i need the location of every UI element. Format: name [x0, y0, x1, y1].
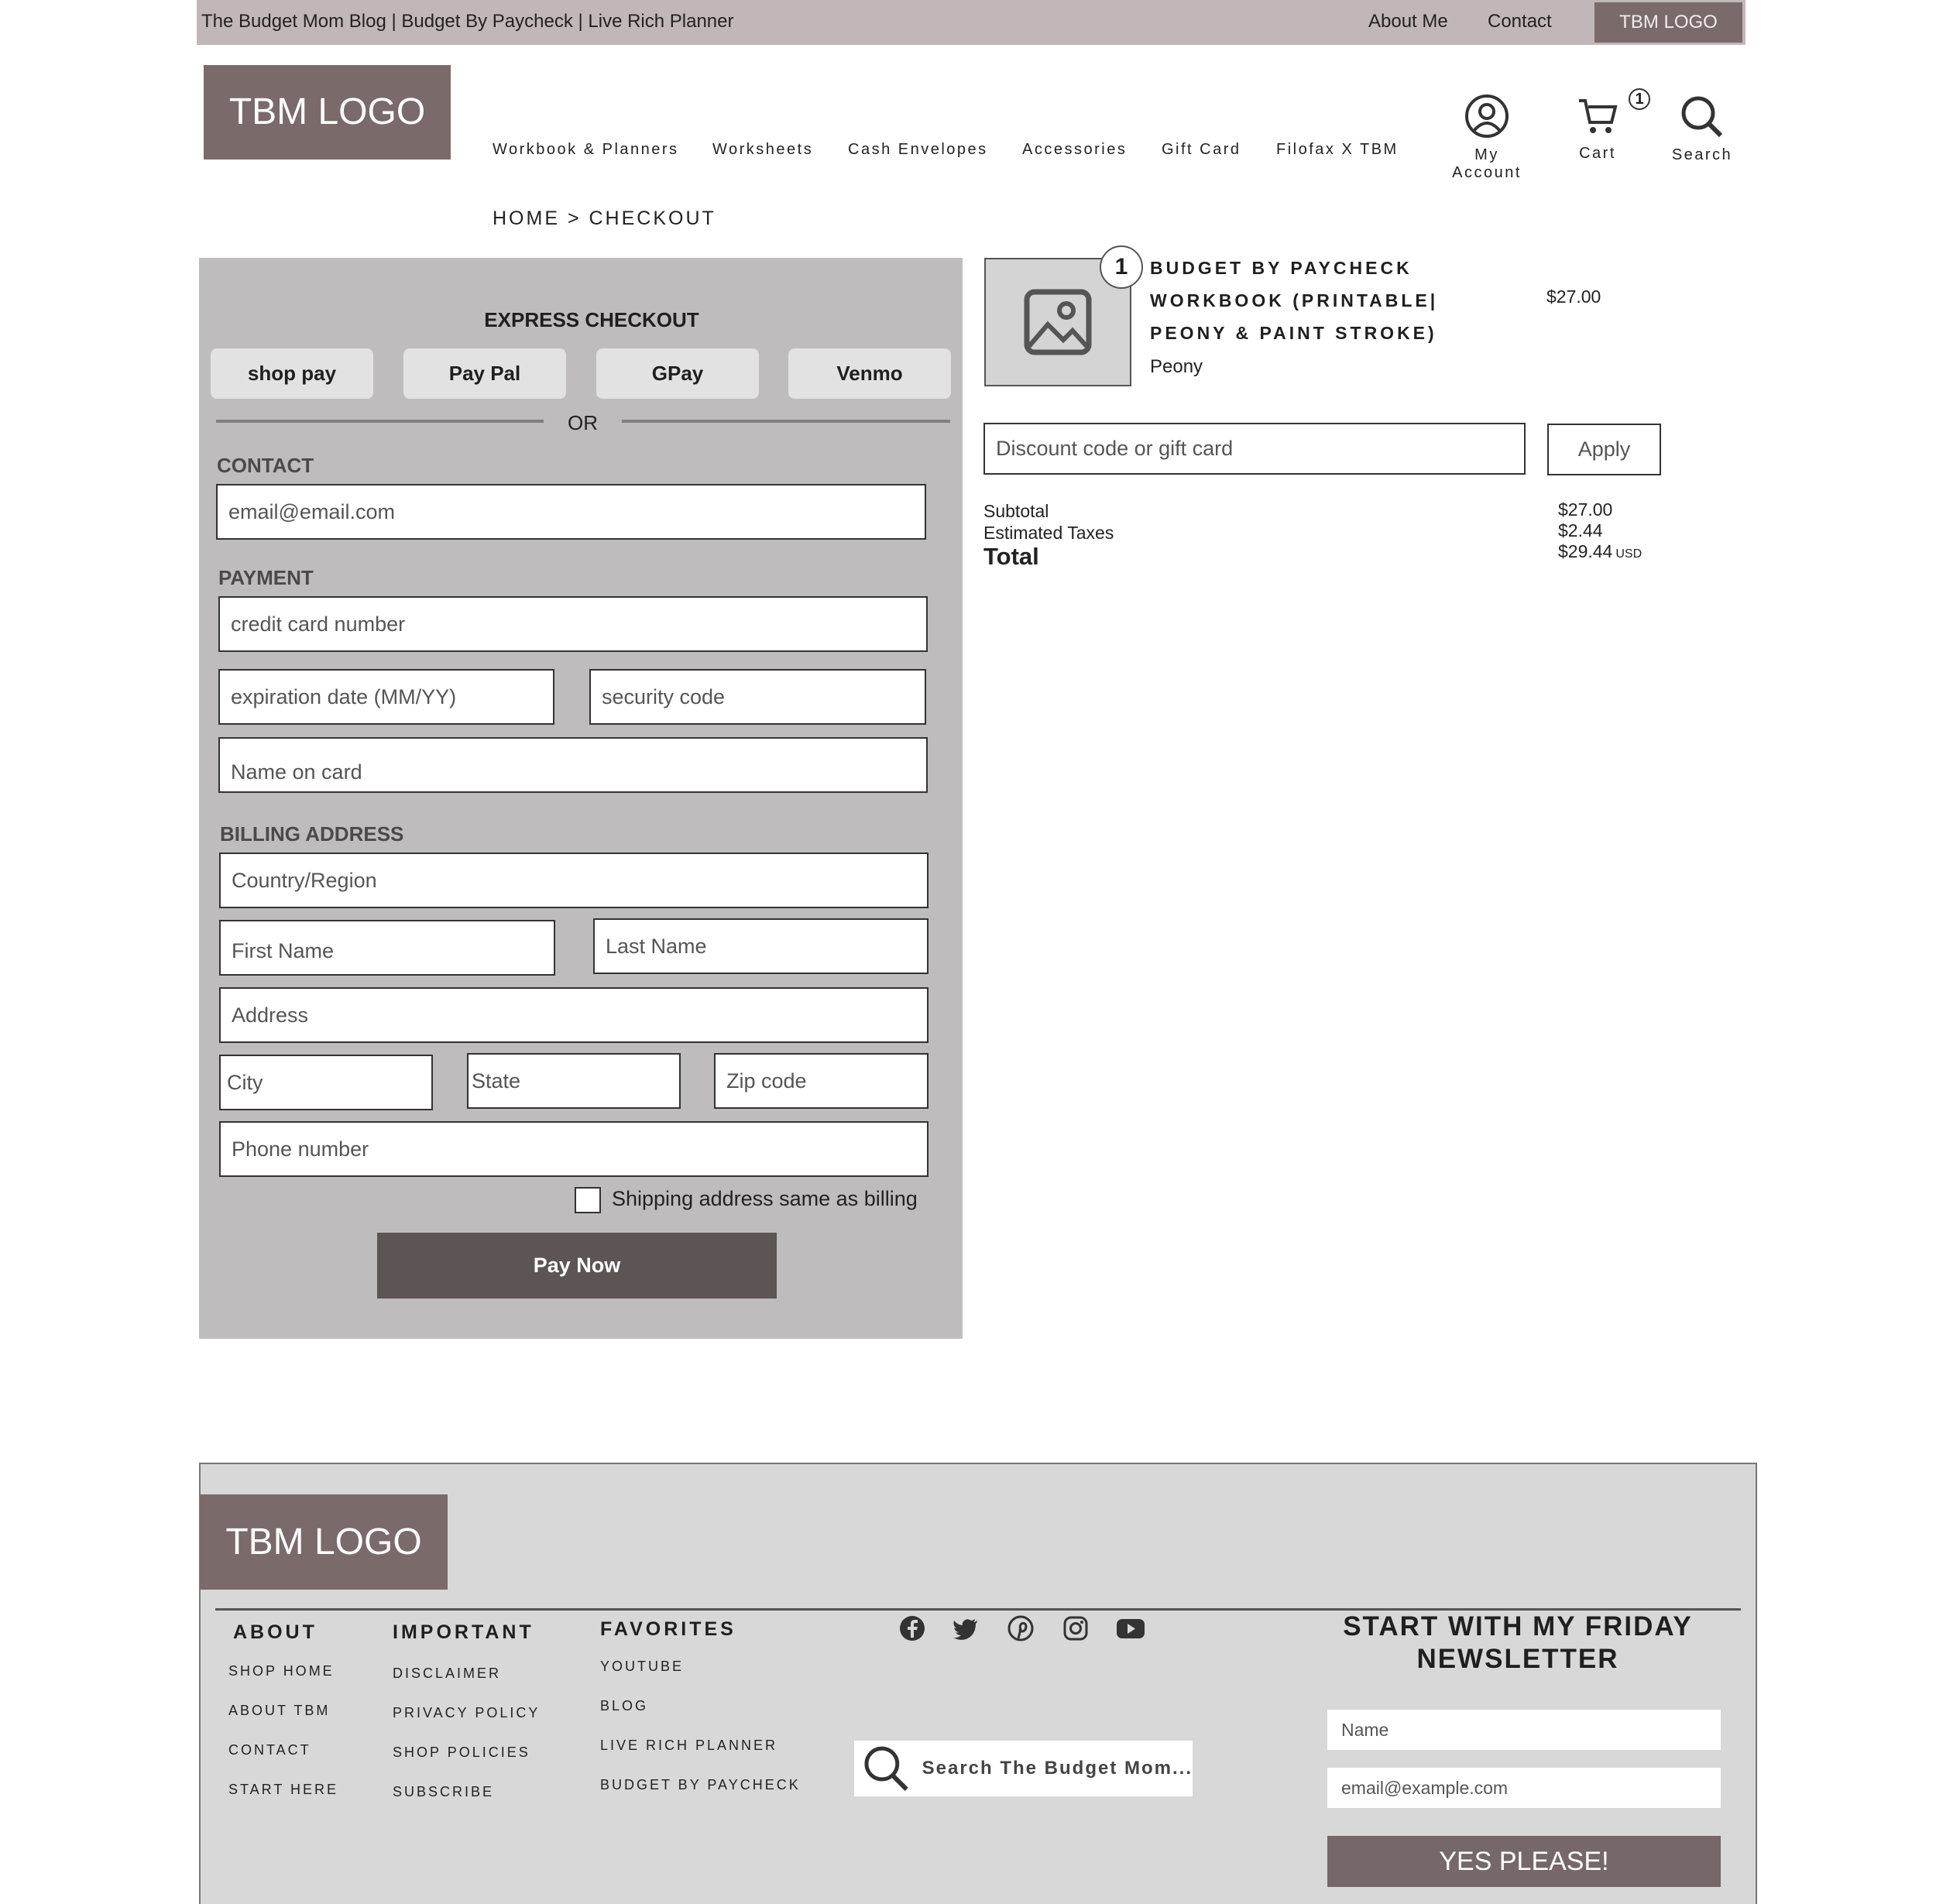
- footer-link-contact[interactable]: CONTACT: [228, 1742, 311, 1758]
- nav-cash-envelopes[interactable]: Cash Envelopes: [848, 141, 988, 158]
- cart-count-badge: 1: [1629, 88, 1650, 110]
- city-field[interactable]: City: [219, 1055, 433, 1110]
- cart-button[interactable]: [1551, 91, 1644, 163]
- same-as-billing-label: Shipping address same as billing: [612, 1187, 918, 1210]
- nav-worksheets[interactable]: Worksheets: [712, 141, 814, 158]
- nav-gift-card[interactable]: Gift Card: [1162, 141, 1241, 158]
- or-label: OR: [568, 411, 598, 434]
- footer-link-shop-policies[interactable]: SHOP POLICIES: [393, 1744, 530, 1760]
- about-me-link[interactable]: About Me: [1368, 11, 1448, 32]
- newsletter-name-field[interactable]: Name: [1327, 1710, 1721, 1750]
- footer-link-budget-by-paycheck[interactable]: BUDGET BY PAYCHECK: [600, 1777, 801, 1793]
- product-title-line: BUDGET BY PAYCHECK: [1150, 258, 1413, 278]
- card-number-field[interactable]: credit card number: [218, 596, 928, 652]
- newsletter-title: [1316, 1611, 1719, 1676]
- shop-pay-button[interactable]: shop pay: [211, 348, 373, 399]
- footer-link-live-rich[interactable]: LIVE RICH PLANNER: [600, 1738, 778, 1753]
- footer-link-blog[interactable]: BLOG: [600, 1698, 649, 1714]
- newsletter-submit-button[interactable]: YES PLEASE!: [1327, 1836, 1721, 1887]
- taxes-value: $2.44: [1558, 520, 1603, 540]
- zip-field[interactable]: Zip code: [714, 1053, 929, 1109]
- first-name-field[interactable]: First Name: [219, 920, 555, 976]
- expiration-field[interactable]: expiration date (MM/YY): [218, 669, 554, 725]
- newsletter-email-field[interactable]: email@example.com: [1327, 1768, 1721, 1808]
- billing-section-label: BILLING ADDRESS: [220, 822, 404, 846]
- subtotal-value: $27.00: [1558, 499, 1613, 520]
- my-account-button[interactable]: [1440, 93, 1533, 182]
- footer-logo[interactable]: TBM LOGO: [200, 1494, 448, 1590]
- apply-button[interactable]: Apply: [1547, 424, 1661, 475]
- total-label: Total: [983, 543, 1039, 570]
- footer-link-disclaimer[interactable]: DISCLAIMER: [393, 1666, 502, 1681]
- pinterest-icon[interactable]: [1007, 1614, 1035, 1642]
- youtube-icon[interactable]: [1115, 1614, 1146, 1642]
- gpay-button[interactable]: GPay: [596, 348, 759, 399]
- quantity-badge: 1: [1100, 245, 1143, 289]
- instagram-icon[interactable]: [1062, 1614, 1090, 1642]
- or-divider-left: [216, 420, 544, 423]
- product-title-line: WORKBOOK (PRINTABLE|: [1150, 290, 1439, 310]
- footer-about-heading: ABOUT: [233, 1621, 318, 1643]
- subtotal-label: Subtotal: [983, 501, 1049, 521]
- twitter-icon[interactable]: [952, 1614, 980, 1642]
- nav-filofax[interactable]: Filofax X TBM: [1276, 141, 1399, 158]
- payment-section-label: PAYMENT: [218, 566, 314, 589]
- taxes-label: Estimated Taxes: [983, 523, 1114, 543]
- search-icon: [860, 1742, 913, 1795]
- newsletter-title-line: START WITH MY FRIDAY: [1343, 1611, 1693, 1642]
- cart-label: Cart: [1579, 145, 1616, 162]
- same-as-billing-checkbox[interactable]: [575, 1187, 601, 1213]
- paypal-button[interactable]: Pay Pal: [403, 348, 566, 399]
- footer-favorites-heading: FAVORITES: [600, 1618, 736, 1640]
- total-value-row: [1558, 541, 1642, 562]
- contact-link[interactable]: Contact: [1488, 11, 1552, 32]
- account-icon: [1464, 93, 1510, 139]
- discount-code-field[interactable]: Discount code or gift card: [983, 423, 1526, 475]
- footer-search-placeholder: Search The Budget Mom...: [922, 1758, 1193, 1779]
- main-logo[interactable]: TBM LOGO: [204, 65, 451, 160]
- facebook-icon[interactable]: [898, 1614, 926, 1642]
- breadcrumb[interactable]: HOME > CHECKOUT: [493, 208, 716, 229]
- account-label: My Account: [1452, 146, 1522, 181]
- last-name-field[interactable]: Last Name: [593, 918, 929, 974]
- or-divider-right: [622, 420, 950, 423]
- venmo-button[interactable]: Venmo: [788, 348, 951, 399]
- cart-icon: [1574, 91, 1621, 138]
- footer-link-about-tbm[interactable]: ABOUT TBM: [228, 1703, 331, 1718]
- footer-link-subscribe[interactable]: SUBSCRIBE: [393, 1784, 495, 1799]
- product-title-line: PEONY & PAINT STROKE): [1150, 323, 1437, 343]
- country-field[interactable]: Country/Region: [219, 853, 929, 908]
- pay-now-button[interactable]: Pay Now: [377, 1233, 777, 1298]
- phone-field[interactable]: Phone number: [219, 1121, 929, 1177]
- currency-label: USD: [1615, 547, 1643, 561]
- top-logo[interactable]: TBM LOGO: [1594, 2, 1742, 43]
- name-on-card-field[interactable]: Name on card: [218, 737, 928, 793]
- email-field[interactable]: email@email.com: [216, 484, 926, 540]
- search-label: Search: [1671, 146, 1733, 163]
- footer-link-start-here[interactable]: START HERE: [228, 1782, 339, 1797]
- footer-important-heading: IMPORTANT: [393, 1621, 534, 1643]
- nav-workbook-planners[interactable]: Workbook & Planners: [493, 141, 679, 158]
- nav-accessories[interactable]: Accessories: [1022, 141, 1128, 158]
- state-field[interactable]: State: [467, 1053, 681, 1109]
- security-code-field[interactable]: security code: [589, 669, 926, 725]
- search-icon: [1677, 93, 1727, 139]
- contact-section-label: CONTACT: [217, 454, 314, 477]
- footer-search-box[interactable]: [854, 1741, 1193, 1796]
- search-button[interactable]: [1656, 93, 1749, 164]
- top-site-links[interactable]: The Budget Mom Blog | Budget By Paycheck | Live Rich Planner: [201, 11, 734, 32]
- total-value: $29.44: [1558, 541, 1613, 561]
- footer-link-shop-home[interactable]: SHOP HOME: [228, 1663, 335, 1679]
- product-title: [1150, 252, 1475, 349]
- express-checkout-title: EXPRESS CHECKOUT: [484, 308, 699, 331]
- footer-link-privacy[interactable]: PRIVACY POLICY: [393, 1705, 541, 1720]
- address-field[interactable]: Address: [219, 987, 929, 1043]
- product-price: $27.00: [1546, 286, 1601, 307]
- newsletter-title-line: NEWSLETTER: [1416, 1644, 1619, 1674]
- product-variant: Peony: [1150, 356, 1203, 377]
- footer-link-youtube[interactable]: YOUTUBE: [600, 1659, 685, 1674]
